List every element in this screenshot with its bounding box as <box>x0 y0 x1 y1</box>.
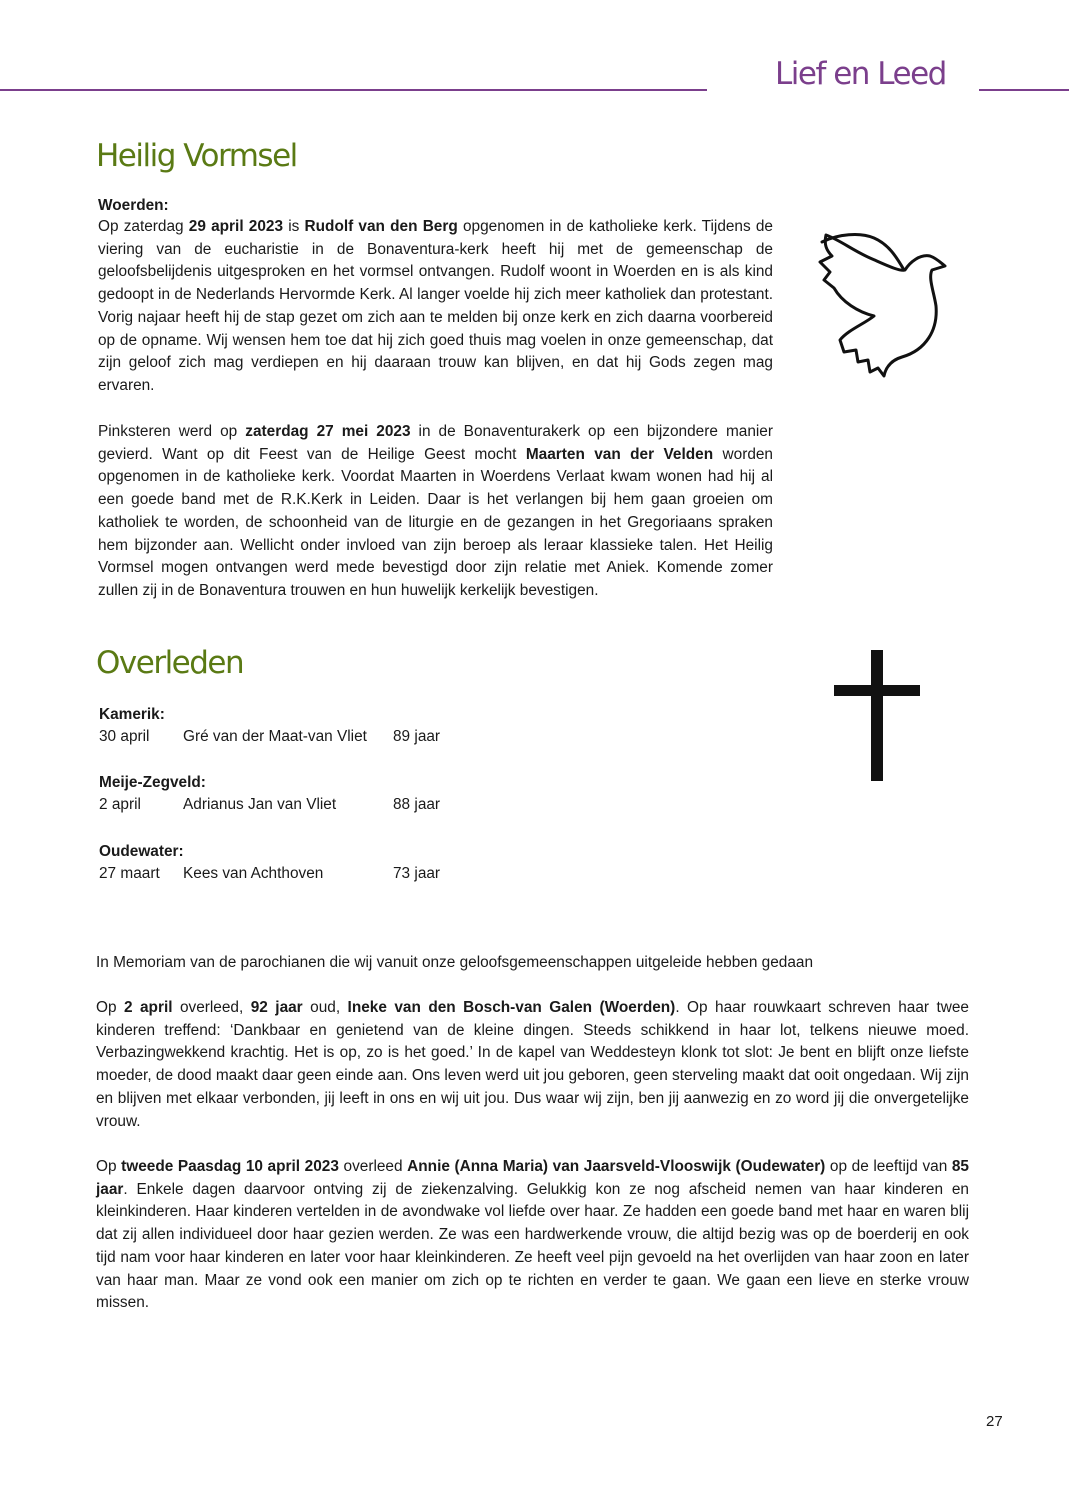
death-date: 27 maart <box>99 865 160 882</box>
group-place: Meije-Zegveld: <box>99 774 206 791</box>
deceased-name: Adrianus Jan van Vliet <box>183 796 337 813</box>
death-date: 30 april <box>99 728 150 745</box>
deceased-age: 73 jaar <box>393 865 441 882</box>
overleden-title: Overleden <box>96 645 244 681</box>
cross-icon <box>834 650 921 782</box>
group-place: Oudewater: <box>99 843 184 860</box>
memoriam-paragraph-annie: Op tweede Paasdag 10 april 2023 overleed Annie (Anna Maria) van Jaarsveld-Vlooswijk (Oudewater) op de leeftijd van 85 jaar. Enkele dagen daarvoor ontving zij de ziekenzalving. Gelukkig kon ze nog afscheid nemen van haar kinderen en kleinkinderen. Haar kinderen vertelden in de avondwake vol liefde over haar. Ze hadden een goede band met haar en waren blij dat zij allen individueel door haar gezien werden. Ze was een hardwerkende vrouw, die altijd bezig was op de boerderij en ook tijd nam voor haar kinderen en later voor haar kleinkinderen. Ze heeft veel pijn gevoeld na het overlijden van haar zoon en later van haar man. Maar ze vond ook een manier om zich op te richten en verder te gaan. We gaan een lieve en sterke vrouw missen. <box>96 1158 969 1312</box>
deceased-name: Gré van der Maat-van Vliet <box>183 728 367 745</box>
header-rule-left <box>0 89 707 91</box>
memoriam-paragraph-ineke: Op 2 april overleed, 92 jaar oud, Ineke van den Bosch-van Galen (Woerden). Op haar rouwkaart schreven haar twee kinderen treffend: ‘Dankbaar en genietend van de kleine dingen. Steeds schikkend in haar lot, telkens nieuwe moed. Verbazingwekkend krachtig. Het is op, zo is het goed.’ In de kapel van Weddesteyn klonk tot slot: Je bent en blijft onze liefste moeder, de dood maakt daar geen einde aan. Ons leven werd uit jou geboren, geen sterveling maakt dat ooit ongedaan. Wij zijn en blijven met elkaar verbonden, jij leeft in ons en wij uit jou. Dus waar wij zijn, ben jij aanwezig en zo word jij die onvergetelijke vrouw. <box>96 999 969 1130</box>
deceased-age: 88 jaar <box>393 796 441 813</box>
death-date: 2 april <box>99 796 141 813</box>
section-label: Lief en Leed <box>775 56 946 92</box>
group-place: Kamerik: <box>99 706 165 723</box>
vormsel-title: Heilig Vormsel <box>96 138 297 174</box>
vormsel-location: Woerden: <box>98 197 169 214</box>
vormsel-paragraph-1: Op zaterdag 29 april 2023 is Rudolf van den Berg opgenomen in de katholieke kerk. Tijdens de viering van de eucharistie in de Bonaventura-kerk heeft hij met de gemeenschap de geloofsbelijdenis uitgesproken en het vormsel ontvangen. Rudolf woont in Woerden en is als kind gedoopt in de Nederlands Hervormde Kerk. Al langer voelde hij zich meer katholiek dan protestant. Vorig najaar heeft hij de stap gezet om zich aan te melden bij onze kerk en zich daarna voorbereid op de opname. Wij wensen hem toe dat hij zich goed thuis mag voelen in onze gemeenschap, dat zijn geloof zich mag verdiepen en hij daaraan trouw kan blijven, en dat hij Gods zegen mag ervaren. <box>98 218 773 394</box>
deceased-name: Kees van Achthoven <box>183 865 324 882</box>
vormsel-paragraph-2: Pinksteren werd op zaterdag 27 mei 2023 in de Bonaventurakerk op een bijzondere manier gevierd. Want op dit Feest van de Heilige Geest mocht Maarten van der Velden worden opgenomen in de katholieke kerk. Voordat Maarten in Woerdens Verlaat kwam wonen had hij al een goede band met de R.K.Kerk in Leiden. Daar is het verlangen bij hem gaan groeien om katholiek te worden, de schoonheid van de liturgie en de gezangen in het Gregoriaans spraken hem bijzonder aan. Wellicht onder invloed van zijn beroep als leraar klassieke talen. Het Heilig Vormsel mogen ontvangen werd mede bevestigd door zijn relatie met Aniek. Komende zomer zullen zij in de Bonaventura trouwen en hun huwelijk kerkelijk bevestigen. <box>98 423 773 599</box>
page-number: 27 <box>986 1413 1003 1430</box>
memoriam-intro: In Memoriam van de parochianen die wij vanuit onze geloofsgemeenschappen uitgeleide hebben gedaan <box>96 954 814 971</box>
header-rule-right <box>979 89 1069 91</box>
deceased-age: 89 jaar <box>393 728 441 745</box>
dove-icon <box>812 220 952 385</box>
